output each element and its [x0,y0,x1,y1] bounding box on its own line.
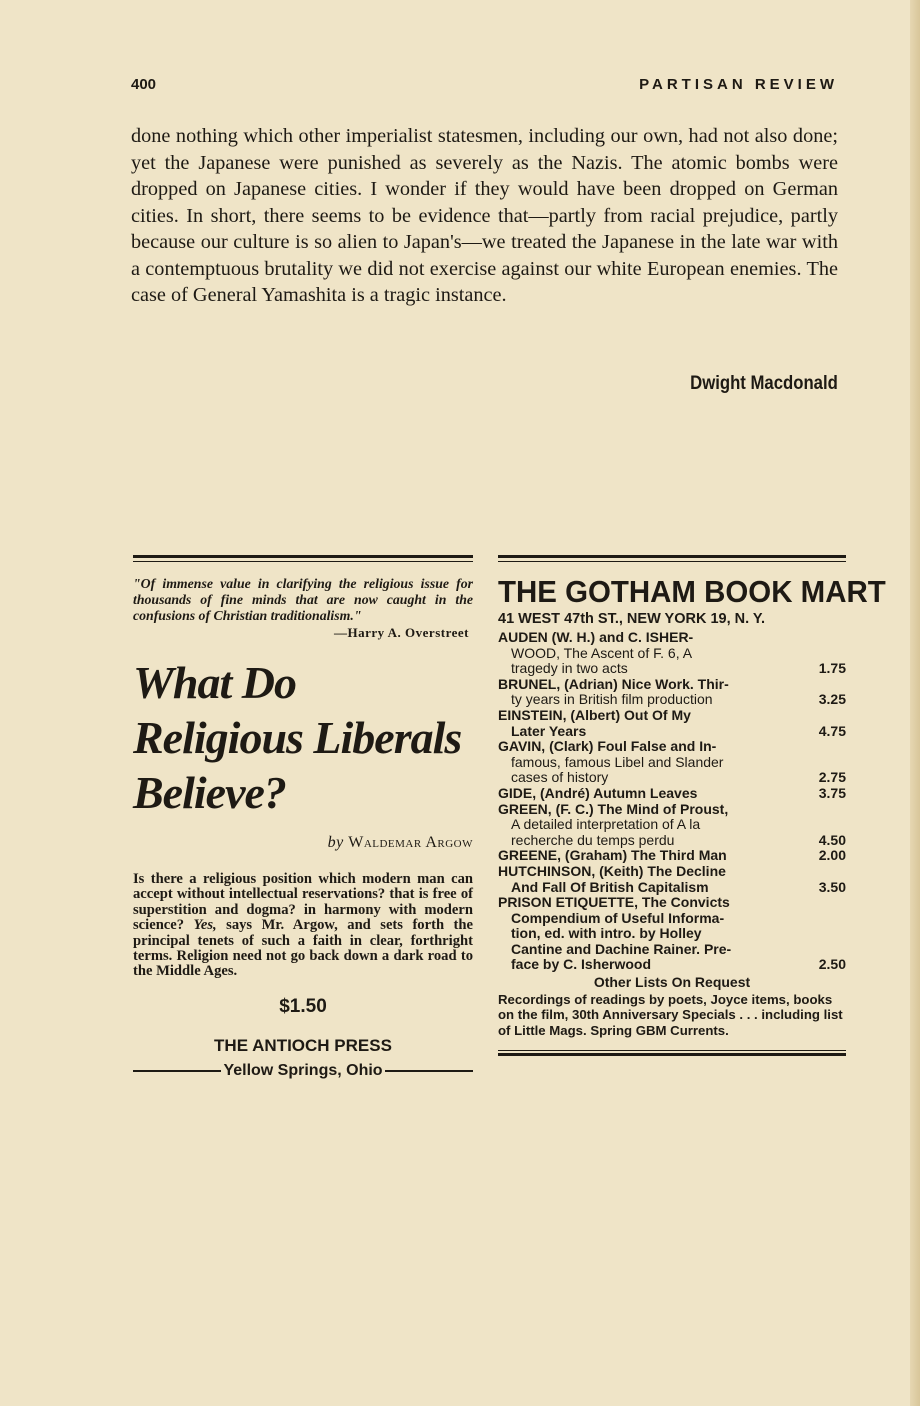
ad-bottom-rule [498,1050,846,1056]
book-entry-line4: Cantine and Dachine Rainer. Pre- [511,940,732,957]
location-dash-right [385,1070,473,1072]
quote-attribution: —Harry A. Overstreet [333,625,469,640]
book-author [133,834,473,852]
book-list-item [498,895,846,973]
running-head [131,76,838,100]
antioch-press-ad [133,555,473,1080]
book-list-item [498,739,846,786]
book-entry-line2: And Fall Of British Capitalism [511,878,709,895]
book-entry-price: 1.75 [818,660,846,677]
book-entry-price: 3.50 [818,878,846,895]
book-list-item [498,786,846,802]
book-entry-line2: Later Years [511,722,587,739]
book-list-item [498,802,846,849]
book-list [498,630,846,973]
book-entry-line2: Compendium of Useful Informa- [511,909,725,926]
ad-top-rule-thin [498,561,846,562]
book-entry-line2: famous, famous Libel and Slander [511,753,724,770]
book-entry-line1: GAVIN, (Clark) Foul False and In- [498,738,717,755]
location-text: Yellow Springs, Ohio [223,1061,383,1079]
book-list-item [498,708,846,739]
book-entry-price: 4.50 [818,831,846,848]
book-entry-line1: BRUNEL, (Adrian) Nice Work. Thir- [498,675,729,692]
book-entry-line3: tragedy in two acts [511,660,628,677]
book-entry-line1: PRISON ETIQUETTE, The Convicts [498,894,730,911]
book-title-line3: Believe? [133,767,286,818]
book-entry-line2: ty years in British film production [511,691,713,708]
publisher-name: THE ANTIOCH PRESS [214,1035,392,1055]
location-dash-left [133,1070,221,1072]
publisher-location [133,1062,473,1080]
article-body: done nothing which other imperialist statesmen, including our own, had not also done; yet the Japanese were punished as severely as the Nazis. The atomic bombs were dropped on Japanese cities. I wonder if they would have been dropped on German cities. In short, there seems to be evidence that—partly from racial prejudice, partly because our culture is so alien to Japan's—we treated the Japanese in the late war with a contemptuous brutality we did not exercise against our white European enemies. The case of General Yamashita is a tragic instance. [131,125,838,306]
store-address: 41 WEST 47th ST., NEW YORK 19, N. Y. [498,611,765,627]
description-part2: says Mr. Argow, and sets forth the principal tenets of such a faith in clear, forthright terms. Religion need not go back down a dark road to the Middle Ages. [133,917,473,980]
book-entry-price: 2.50 [818,956,846,973]
journal-title: PARTISAN REVIEW [639,76,838,93]
book-entry-price: 2.00 [818,847,846,864]
book-entry-line1: HUTCHINSON, (Keith) The Decline [498,862,726,879]
book-entry-line1: GIDE, (André) Autumn Leaves [498,784,698,801]
book-entry-line1: GREENE, (Graham) The Third Man [498,847,727,864]
book-entry-price: 4.75 [818,722,846,739]
gotham-book-mart-ad [498,555,886,1056]
book-list-item [498,630,846,677]
book-description [133,872,473,980]
book-list-item [498,864,846,895]
book-list-item [498,677,846,708]
book-entry-line2: WOOD, The Ascent of F. 6, A [511,644,693,661]
book-entry-line3: tion, ed. with intro. by Holley [511,925,702,942]
ad-top-rule-thin [133,561,473,562]
book-list-item [498,848,846,864]
other-lists: Other Lists On Request [593,974,751,991]
author-name: Waldemar Argow [348,834,473,851]
author-signature: Dwight Macdonald [690,373,838,394]
ad-bottom-rule-thick [498,1053,846,1056]
book-entry-line3: cases of history [511,769,609,786]
page-edge [910,0,920,1406]
description-part1: Is there a religious position which modern man can accept without intellectual reservations? that is free of superstition and dogma? in harmony with modern science? [133,871,473,934]
page-number: 400 [131,76,157,93]
book-entry-line1: AUDEN (W. H.) and C. ISHER- [498,629,694,645]
description-emphasis: Yes, [193,917,217,934]
book-entry-line5: face by C. Isherwood [511,956,652,973]
book-entry-line1: GREEN, (F. C.) The Mind of Proust, [498,800,729,817]
recordings-note: Recordings of readings by poets, Joyce items, books on the film, 30th Anniversary Specials . . . including list of Little Mags. Spring GBM Currents. [498,992,843,1038]
ad-bottom-rule-thin [498,1050,846,1051]
book-title-line2: Religious Liberals [133,712,462,763]
author-by: by [327,834,344,851]
endorsement-quote: "Of immense value in clarifying the religious issue for thousands of fine minds that are now caught in the confusions of Christian traditionalism." [133,576,473,623]
book-entry-line1: EINSTEIN, (Albert) Out Of My [498,706,691,723]
book-price: $1.50 [279,995,327,1017]
book-entry-line3: recherche du temps perdu [511,831,675,848]
ad-top-rule [133,555,473,558]
book-entry-price: 3.25 [818,691,846,708]
book-title-line1: What Do [133,657,296,708]
book-title [133,655,473,820]
ad-top-rule [498,555,846,558]
book-entry-price: 3.75 [818,784,846,801]
book-entry-line2: A detailed interpretation of A la [511,816,701,833]
store-name: THE GOTHAM BOOK MART [498,574,886,609]
book-entry-price: 2.75 [818,769,846,786]
